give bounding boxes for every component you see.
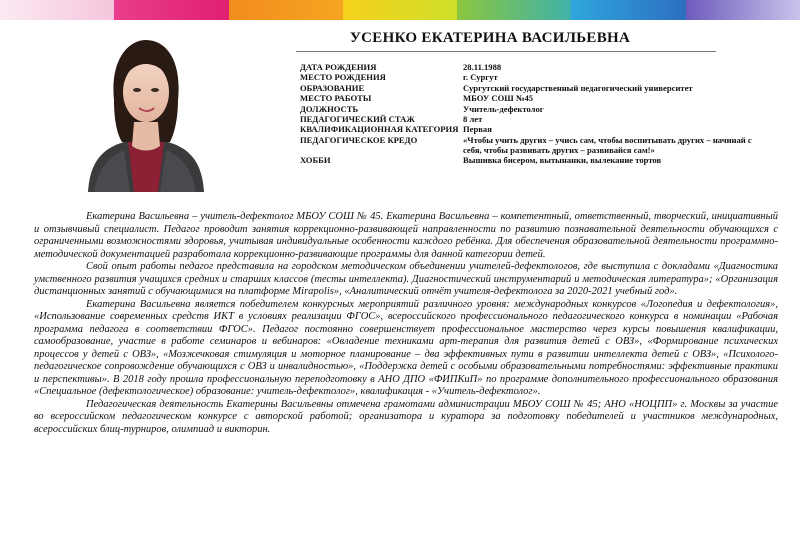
bio-paragraph: Екатерина Васильевна – учитель-дефектолог МБОУ СОШ № 45. Екатерина Васильевна – компетентный, ответственный, творческий, инициативный и отзывчивый специалист. Педагог проводит занятия коррекционно-развивающей направленности по развитию познавательной деятельности обучающихся с ограниченными возможностями здоровья, учитывая индивидуальные особенности каждого ребёнка. Для обеспечения образовательной деятельности программно-методической документацией разработала коррекционно-развивающие программы для данной категории детей. — [34, 211, 778, 260]
portrait-photo — [84, 30, 206, 192]
info-value: 8 лет — [463, 114, 483, 125]
biography-text — [34, 211, 778, 436]
color-stripe — [114, 0, 228, 20]
header-divider — [296, 51, 716, 52]
info-label: МЕСТО РАБОТЫ — [300, 93, 372, 104]
color-stripe — [571, 0, 685, 20]
info-label: ДОЛЖНОСТЬ — [300, 103, 359, 114]
info-value: «Чтобы учить других – учись сам, чтобы воспитывать других – начинай с себя, чтобы развивать других – развивайся сам!» — [463, 134, 752, 156]
person-name: УСЕНКО ЕКАТЕРИНА ВАСИЛЬЕВНА — [349, 30, 631, 46]
info-value: Сургутский государственный педагогический университет — [463, 82, 693, 93]
info-label: КВАЛИФИКАЦИОННАЯ КАТЕГОРИЯ — [300, 124, 459, 135]
info-label: ХОББИ — [300, 155, 331, 166]
info-row-hobby — [300, 155, 770, 165]
info-value: г. Сургут — [463, 72, 498, 83]
info-row-position — [300, 104, 770, 114]
info-row-credo — [300, 134, 770, 156]
info-row-category — [300, 124, 770, 134]
info-label: ПЕДАГОГИЧЕСКОЕ КРЕДО — [300, 134, 418, 145]
info-row-workplace — [300, 93, 770, 103]
color-stripe — [343, 0, 457, 20]
info-label: ОБРАЗОВАНИЕ — [300, 82, 365, 93]
profile-info-table — [300, 62, 770, 166]
info-label: ПЕДАГОГИЧЕСКИЙ СТАЖ — [300, 114, 415, 125]
info-value: МБОУ СОШ №45 — [463, 93, 534, 104]
info-row-birth-place — [300, 72, 770, 82]
info-value: Первая — [463, 124, 492, 135]
color-stripe — [686, 0, 800, 20]
info-row-education — [300, 83, 770, 93]
decorative-color-bar — [0, 0, 800, 20]
info-row-birth-date — [300, 62, 770, 72]
bio-paragraph: Екатерина Васильевна является победителем конкурсных мероприятий различного уровня: международных конкурсов «Логопедия и дефектология», «Использование современных средств ИКТ в условиях реализации ФГОС», всероссийского профессионального педагогического конкурса в номинации «Рабочая программа педагога в соответствии ФГОС». Педагог постоянно совершенствует профессиональное мастерство через курсы повышения квалификации, самообразование, участие в работе семинаров и вебинаров: «Овладение техниками арт-терапия для развития детей с ОВЗ», «Формирование психических процессов у детей с ОВЗ», «Мозжечковая стимуляция и моторное планирование – два эффективных пути в развитии интеллекта детей с ОВЗ», «Психолого-педагогическое сопровождение обучающихся с ОВЗ и инвалидностью», «Поддержка детей с особыми образовательными потребностями: эффективные практики и перспективы». В 2018 году прошла профессиональную переподготовку в АНО ДПО «ФИПКиП» по программе дополнительного профессионального образования «Специальное (дефектологическое) образование: учитель-дефектолог», квалификация - «Учитель-дефектолог». — [34, 298, 778, 397]
info-label: ДАТА РОЖДЕНИЯ — [300, 62, 377, 72]
bio-paragraph: Свой опыт работы педагог представила на городском методическом объединении учителей-дефектологов, где выступила с докладами «Диагностика умственного развития учащихся средних и старших классов (тесты интеллекта). Диагностический инструментарий и методическая литература»; «Организация дистанционных занятий с обучающимися на платформе Mirapolis», «Аналитический отчёт учителя-дефектолога за 2020-2021 учебный год». — [34, 261, 778, 297]
bio-paragraph: Педагогическая деятельность Екатерины Васильевны отмечена грамотами администрации МБОУ СОШ № 45; АНО «НОЦПП» г. Москвы за участие во всероссийском педагогическом конкурсе с авторской работой; организатора и куратора за подготовку победителей и участников международных, всероссийских блиц-турниров, олимпиад и викторин. — [34, 398, 778, 435]
info-value: Вышивка бисером, вытынанки, вылекание тортов — [463, 155, 662, 166]
info-value: 28.11.1988 — [463, 62, 502, 72]
color-stripe — [0, 0, 114, 20]
info-value: Учитель-дефектолог — [463, 103, 544, 114]
color-stripe — [229, 0, 343, 20]
info-label: МЕСТО РОЖДЕНИЯ — [300, 72, 386, 83]
color-stripe — [457, 0, 571, 20]
info-row-experience — [300, 114, 770, 124]
